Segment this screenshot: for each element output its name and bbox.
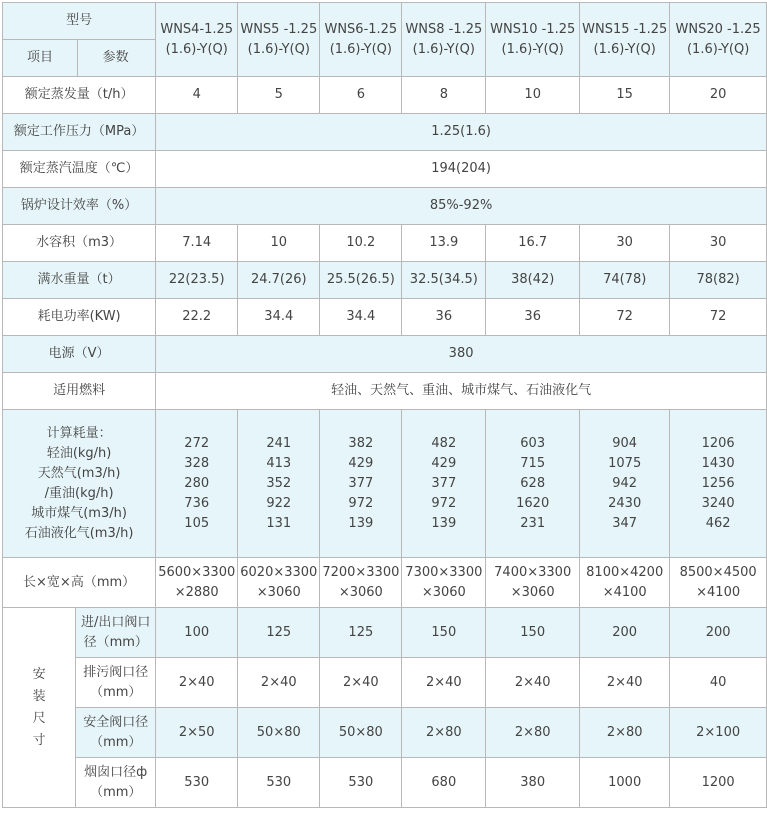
value-line: 5600×3300	[158, 564, 236, 580]
table-cell: 125	[320, 608, 402, 658]
row-label: 长×宽×高（mm）	[3, 558, 156, 608]
dimension-cell	[670, 558, 767, 608]
consumption-cell	[238, 410, 320, 558]
value-line: ×3060	[256, 584, 301, 600]
spec-table-wrapper	[2, 2, 767, 808]
value-line: 347	[612, 515, 638, 531]
value-line: 272	[184, 435, 210, 451]
model-spec: (1.6)-Y(Q)	[329, 41, 392, 57]
table-cell: 2×40	[320, 658, 402, 708]
value-line: 377	[431, 475, 457, 491]
table-cell: 530	[320, 758, 402, 808]
table-cell: 30	[670, 225, 767, 262]
table-cell: 680	[402, 758, 486, 808]
dimension-cell	[486, 558, 580, 608]
label-line: 计算耗量：	[46, 425, 112, 441]
label-char: 尺	[32, 710, 46, 726]
table-cell: 2×50	[156, 708, 238, 758]
value-line: ×3060	[338, 584, 383, 600]
label-line: 城市煤气(m3/h)	[31, 505, 127, 521]
label-line: （mm）	[90, 684, 142, 700]
model-spec: (1.6)-Y(Q)	[247, 41, 310, 57]
install-row-label	[76, 758, 156, 808]
value-line: 429	[348, 455, 374, 471]
value-line: 6020×3300	[240, 564, 318, 580]
table-cell: 194(204)	[156, 151, 767, 188]
header-corner-cell	[3, 3, 156, 77]
table-cell: 34.4	[238, 299, 320, 336]
install-row-label	[76, 658, 156, 708]
row-full-water-weight	[3, 262, 767, 299]
dimension-cell	[238, 558, 320, 608]
value-line: 1620	[516, 495, 550, 511]
consumption-cell	[156, 410, 238, 558]
label-line: /重油(kg/h)	[44, 485, 114, 501]
table-cell: 530	[156, 758, 238, 808]
install-label-vertical	[32, 664, 46, 752]
value-line: 7200×3300	[322, 564, 400, 580]
consumption-cell	[320, 410, 402, 558]
row-fuel-consumption	[3, 410, 767, 558]
table-cell: 380	[156, 336, 767, 373]
value-line: 139	[348, 515, 374, 531]
value-line: 231	[520, 515, 546, 531]
row-water-volume	[3, 225, 767, 262]
item-label: 项目	[3, 39, 78, 76]
value-line: 429	[431, 455, 457, 471]
value-line: 972	[431, 495, 457, 511]
row-power-supply	[3, 336, 767, 373]
value-line: 7400×3300	[494, 564, 572, 580]
value-line: 922	[266, 495, 292, 511]
table-cell: 125	[238, 608, 320, 658]
table-cell: 10	[238, 225, 320, 262]
value-line: ×3060	[510, 584, 555, 600]
value-line: 377	[348, 475, 374, 491]
row-label: 额定工作压力（MPa）	[3, 114, 156, 151]
label-line: （mm）	[90, 784, 142, 800]
value-line: 715	[520, 455, 546, 471]
value-line: 2430	[608, 495, 642, 511]
table-cell: 6	[320, 77, 402, 114]
label-line: 烟囱口径ф	[84, 764, 148, 780]
row-rated-pressure	[3, 114, 767, 151]
label-line: 径（mm）	[83, 634, 148, 650]
value-line: ×4100	[696, 584, 741, 600]
value-line: ×2880	[174, 584, 219, 600]
dimension-cell	[320, 558, 402, 608]
model-header-cell	[156, 3, 238, 77]
value-line: 1430	[701, 455, 735, 471]
table-cell: 74(78)	[580, 262, 670, 299]
table-cell: 2×40	[156, 658, 238, 708]
value-line: 1256	[701, 475, 735, 491]
table-cell: 10.2	[320, 225, 402, 262]
table-cell: 32.5(34.5)	[402, 262, 486, 299]
table-cell: 2×100	[670, 708, 767, 758]
value-line: 1206	[701, 435, 735, 451]
label-line: 石油液化气(m3/h)	[24, 525, 134, 541]
row-install-safety-valve	[3, 708, 767, 758]
consumption-cell	[580, 410, 670, 558]
label-char: 装	[32, 688, 46, 704]
table-cell: 轻油、天然气、重油、城市煤气、石油液化气	[156, 373, 767, 410]
row-steam-temperature	[3, 151, 767, 188]
consumption-cell	[486, 410, 580, 558]
value-line: 8500×4500	[679, 564, 757, 580]
row-install-drain-valve	[3, 658, 767, 708]
table-cell: 72	[670, 299, 767, 336]
value-line: 904	[612, 435, 638, 451]
row-label: 锅炉设计效率（%）	[3, 188, 156, 225]
value-line: 105	[184, 515, 210, 531]
table-cell: 78(82)	[670, 262, 767, 299]
row-label: 额定蒸汽温度（℃）	[3, 151, 156, 188]
table-cell: 2×40	[238, 658, 320, 708]
model-name: WNS6-1.25	[324, 21, 398, 37]
table-cell: 85%-92%	[156, 188, 767, 225]
model-name: WNS4-1.25	[160, 21, 234, 37]
row-power-consumption	[3, 299, 767, 336]
row-label: 电源（V）	[3, 336, 156, 373]
table-cell: 1200	[670, 758, 767, 808]
table-cell: 15	[580, 77, 670, 114]
value-line: 413	[266, 455, 292, 471]
table-cell: 34.4	[320, 299, 402, 336]
label-line: 天然气(m3/h)	[37, 465, 121, 481]
row-label-multiline	[3, 410, 156, 558]
model-header-cell	[486, 3, 580, 77]
table-cell: 530	[238, 758, 320, 808]
label-line: 安全阀口径	[83, 714, 149, 730]
value-line: 3240	[701, 495, 735, 511]
row-label: 耗电功率(KW)	[3, 299, 156, 336]
value-line: 736	[184, 495, 210, 511]
model-spec: (1.6)-Y(Q)	[501, 41, 564, 57]
table-cell: 2×40	[486, 658, 580, 708]
table-cell: 2×80	[580, 708, 670, 758]
install-group-label	[3, 608, 76, 808]
table-cell: 50×80	[238, 708, 320, 758]
value-line: 603	[520, 435, 546, 451]
model-header-cell	[402, 3, 486, 77]
table-cell: 22(23.5)	[156, 262, 238, 299]
value-line: 241	[266, 435, 292, 451]
table-cell: 22.2	[156, 299, 238, 336]
dimension-cell	[580, 558, 670, 608]
table-cell: 100	[156, 608, 238, 658]
row-label: 满水重量（t）	[3, 262, 156, 299]
row-label: 水容积（m3）	[3, 225, 156, 262]
dimension-cell	[156, 558, 238, 608]
value-line: 1075	[608, 455, 642, 471]
row-label: 额定蒸发量（t/h）	[3, 77, 156, 114]
model-header-cell	[238, 3, 320, 77]
value-line: ×3060	[421, 584, 466, 600]
value-line: 942	[612, 475, 638, 491]
consumption-cell	[402, 410, 486, 558]
row-rated-steam	[3, 77, 767, 114]
table-cell: 40	[670, 658, 767, 708]
value-line: 462	[705, 515, 731, 531]
row-install-chimney	[3, 758, 767, 808]
table-cell: 16.7	[486, 225, 580, 262]
consumption-cell	[670, 410, 767, 558]
value-line: ×4100	[602, 584, 647, 600]
table-cell: 200	[580, 608, 670, 658]
model-header-cell	[320, 3, 402, 77]
model-header-cell	[670, 3, 767, 77]
table-cell: 50×80	[320, 708, 402, 758]
table-cell: 1.25(1.6)	[156, 114, 767, 151]
value-line: 482	[431, 435, 457, 451]
model-spec: (1.6)-Y(Q)	[593, 41, 656, 57]
model-name: WNS15 -1.25	[582, 21, 668, 37]
row-install-inlet-valve	[3, 608, 767, 658]
value-line: 628	[520, 475, 546, 491]
table-cell: 36	[486, 299, 580, 336]
value-line: 280	[184, 475, 210, 491]
install-row-label	[76, 708, 156, 758]
value-line: 382	[348, 435, 374, 451]
table-cell: 200	[670, 608, 767, 658]
dimension-cell	[402, 558, 486, 608]
value-line: 328	[184, 455, 210, 471]
table-cell: 10	[486, 77, 580, 114]
value-line: 352	[266, 475, 292, 491]
table-cell: 30	[580, 225, 670, 262]
label-line: （mm）	[90, 734, 142, 750]
model-spec: (1.6)-Y(Q)	[686, 41, 750, 57]
label-line: 排污阀口径	[83, 664, 149, 680]
table-cell: 7.14	[156, 225, 238, 262]
table-cell: 4	[156, 77, 238, 114]
model-spec: (1.6)-Y(Q)	[165, 41, 228, 57]
table-cell: 13.9	[402, 225, 486, 262]
row-applicable-fuel	[3, 373, 767, 410]
row-label: 适用燃料	[3, 373, 156, 410]
value-line: 972	[348, 495, 374, 511]
label-line: 进/出口阀口	[81, 614, 151, 630]
model-name: WNS10 -1.25	[490, 21, 576, 37]
table-cell: 5	[238, 77, 320, 114]
model-name: WNS5 -1.25	[240, 21, 318, 37]
value-line: 131	[266, 515, 292, 531]
table-cell: 2×40	[580, 658, 670, 708]
value-line: 8100×4200	[586, 564, 664, 580]
model-header-cell	[580, 3, 670, 77]
table-cell: 38(42)	[486, 262, 580, 299]
boiler-spec-table	[2, 2, 767, 808]
table-cell: 2×80	[402, 708, 486, 758]
table-cell: 1000	[580, 758, 670, 808]
model-label: 型号	[3, 3, 155, 40]
value-line: 7300×3300	[405, 564, 483, 580]
table-cell: 20	[670, 77, 767, 114]
row-efficiency	[3, 188, 767, 225]
table-cell: 72	[580, 299, 670, 336]
header-row	[3, 3, 767, 77]
model-name: WNS8 -1.25	[405, 21, 483, 37]
param-label: 参数	[102, 50, 129, 65]
label-line: 轻油(kg/h)	[46, 445, 112, 461]
table-cell: 8	[402, 77, 486, 114]
row-dimensions	[3, 558, 767, 608]
model-name: WNS20 -1.25	[675, 21, 761, 37]
table-cell: 150	[402, 608, 486, 658]
table-cell: 2×80	[486, 708, 580, 758]
table-cell: 24.7(26)	[238, 262, 320, 299]
install-row-label	[76, 608, 156, 658]
table-cell: 25.5(26.5)	[320, 262, 402, 299]
table-cell: 150	[486, 608, 580, 658]
table-cell: 2×40	[402, 658, 486, 708]
table-cell: 380	[486, 758, 580, 808]
table-cell: 36	[402, 299, 486, 336]
value-line: 139	[431, 515, 457, 531]
label-char: 寸	[32, 732, 46, 748]
label-char: 安	[32, 666, 46, 682]
model-spec: (1.6)-Y(Q)	[412, 41, 475, 57]
